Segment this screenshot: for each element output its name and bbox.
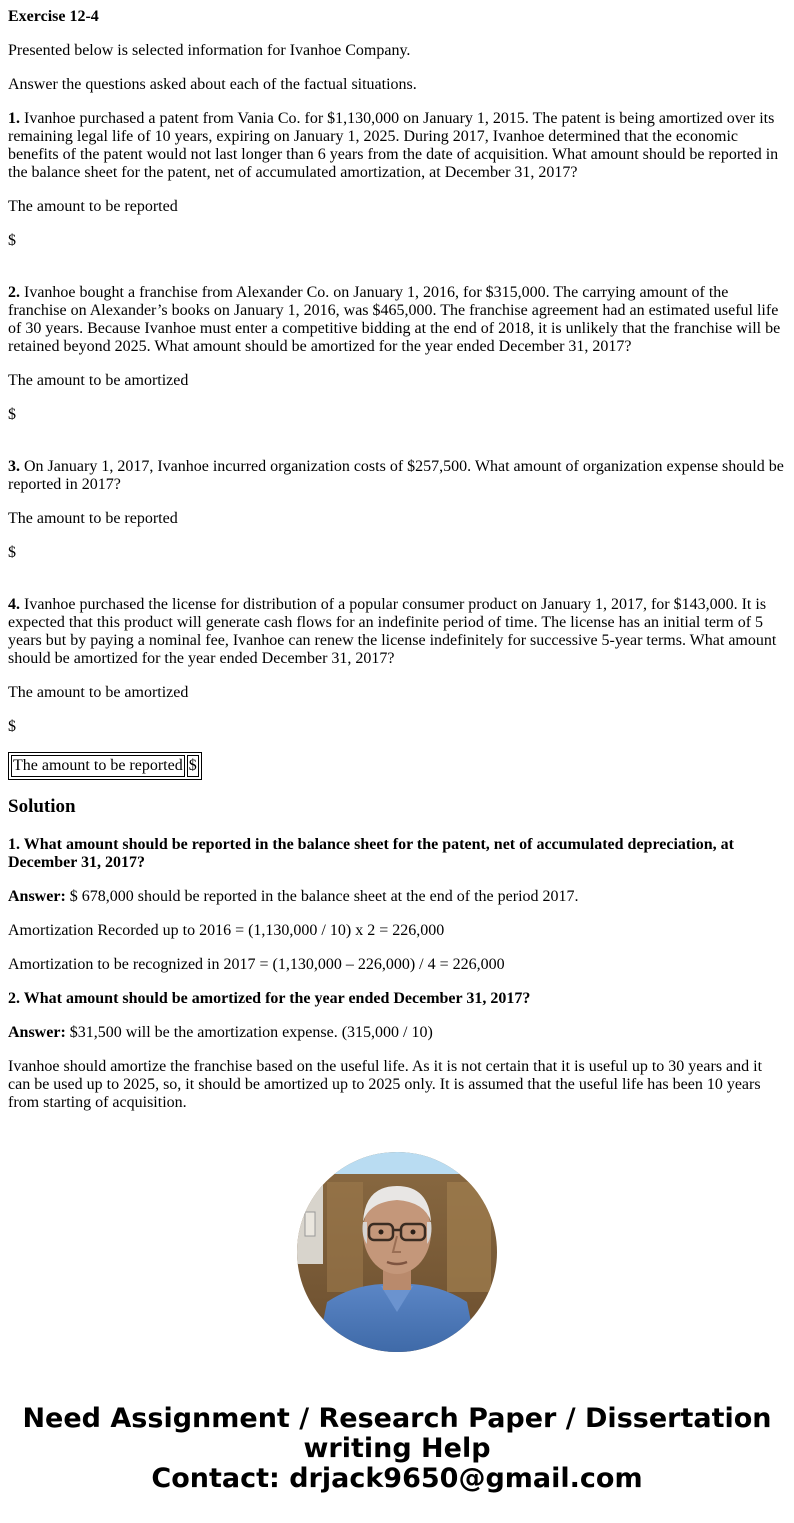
promo-line-1: Need Assignment / Research Paper / Dissertation	[22, 1403, 772, 1434]
question-4-text: Ivanhoe purchased the license for distribution of a popular consumer product on January 1, 2017, for $143,000. It is expected that this product will generate cash flows for an indefinite period of time. The license has an initial term of 5 years but by paying a nominal fee, Ivanhoe can renew the license indefinitely for successive 5-year terms. What amount should be amortized for the year ended December 31, 2017?	[8, 596, 777, 667]
promo-line-3: Contact: drjack9650@gmail.com	[151, 1463, 643, 1494]
question-1-number: 1.	[8, 110, 20, 127]
question-3-number: 3.	[8, 458, 20, 475]
exercise-intro: Presented below is selected information for Ivanhoe Company.	[8, 42, 411, 59]
solution-q2-answer	[8, 1024, 786, 1042]
solution-q1-answer	[8, 888, 786, 906]
question-3-text: On January 1, 2017, Ivanhoe incurred organization costs of $257,500. What amount of organization expense should be reported in 2017?	[8, 458, 784, 493]
question-2-text: Ivanhoe bought a franchise from Alexander Co. on January 1, 2016, for $315,000. The carrying amount of the franchise on Alexander’s books on January 1, 2016, was $465,000. The franchise agreement had an estimated useful life of 30 years. Because Ivanhoe must enter a competitive bidding at the end of 2018, it is unlikely that the franchise will be retained beyond 2025. What amount should be amortized for the year ended December 31, 2017?	[8, 284, 781, 355]
promo-line-2: writing Help	[303, 1433, 491, 1464]
solution-q1-line2: Amortization to be recognized in 2017 = (1,130,000 – 226,000) / 4 = 226,000	[8, 956, 505, 973]
question-3-prompt: The amount to be reported	[8, 510, 178, 527]
solution-q2-answer-text: $31,500 will be the amortization expense. (315,000 / 10)	[65, 1024, 433, 1041]
question-2-prompt: The amount to be amortized	[8, 372, 189, 389]
solution-q2-heading-text: 2. What amount should be amortized for the year ended December 31, 2017?	[8, 990, 531, 1007]
question-1-text: Ivanhoe purchased a patent from Vania Co. for $1,130,000 on January 1, 2015. The patent is being amortized over its remaining legal life of 10 years, expiring on January 1, 2025. During 2017, Ivanhoe determined that the economic benefits of the patent would not last longer than 6 years from the date of acquisition. What amount should be reported in the balance sheet for the patent, net of accumulated amortization, at December 31, 2017?	[8, 110, 779, 181]
question-3-currency: $	[8, 544, 16, 561]
spacer	[8, 578, 786, 596]
answer-label: Answer:	[8, 888, 66, 905]
exercise-instruction: Answer the questions asked about each of the factual situations.	[8, 76, 417, 93]
table-row	[11, 755, 199, 777]
spacer	[8, 266, 786, 284]
answer-label: Answer:	[8, 1024, 66, 1041]
question-3	[8, 458, 786, 494]
document-body	[8, 8, 786, 1128]
question-2-number: 2.	[8, 284, 20, 301]
question-1-currency: $	[8, 232, 16, 249]
question-4-currency: $	[8, 718, 16, 735]
question-4-number: 4.	[8, 596, 20, 613]
solution-q2-heading	[8, 990, 786, 1008]
question-2	[8, 284, 786, 356]
question-1	[8, 110, 786, 182]
solution-q1-line1: Amortization Recorded up to 2016 = (1,130,000 / 10) x 2 = 226,000	[8, 922, 445, 939]
solution-q1-answer-text: $ 678,000 should be reported in the balance sheet at the end of the period 2017.	[65, 888, 579, 905]
solution-q1-heading	[8, 836, 786, 872]
question-4-prompt: The amount to be amortized	[8, 684, 189, 701]
question-1-prompt: The amount to be reported	[8, 198, 178, 215]
question-4	[8, 596, 786, 668]
answer-table-label: The amount to be reported	[11, 755, 185, 777]
spacer	[8, 440, 786, 458]
solution-q1-heading-text: 1. What amount should be reported in the balance sheet for the patent, net of accumulated depreciation, at December 31, 2017?	[8, 836, 734, 871]
answer-table	[8, 752, 202, 780]
question-2-currency: $	[8, 406, 16, 423]
solution-heading: Solution	[8, 796, 76, 817]
author-avatar	[297, 1152, 497, 1352]
promo-text	[0, 1404, 794, 1494]
author-photo	[297, 1152, 497, 1352]
exercise-title: Exercise 12-4	[8, 8, 99, 25]
solution-q2-explain: Ivanhoe should amortize the franchise based on the useful life. As it is not certain that it is useful up to 30 years and it can be used up to 2025, so, it should be amortized up to 2025 only. It is assumed that the useful life has been 10 years from starting of acquisition.	[8, 1058, 763, 1111]
answer-table-currency: $	[187, 755, 199, 777]
